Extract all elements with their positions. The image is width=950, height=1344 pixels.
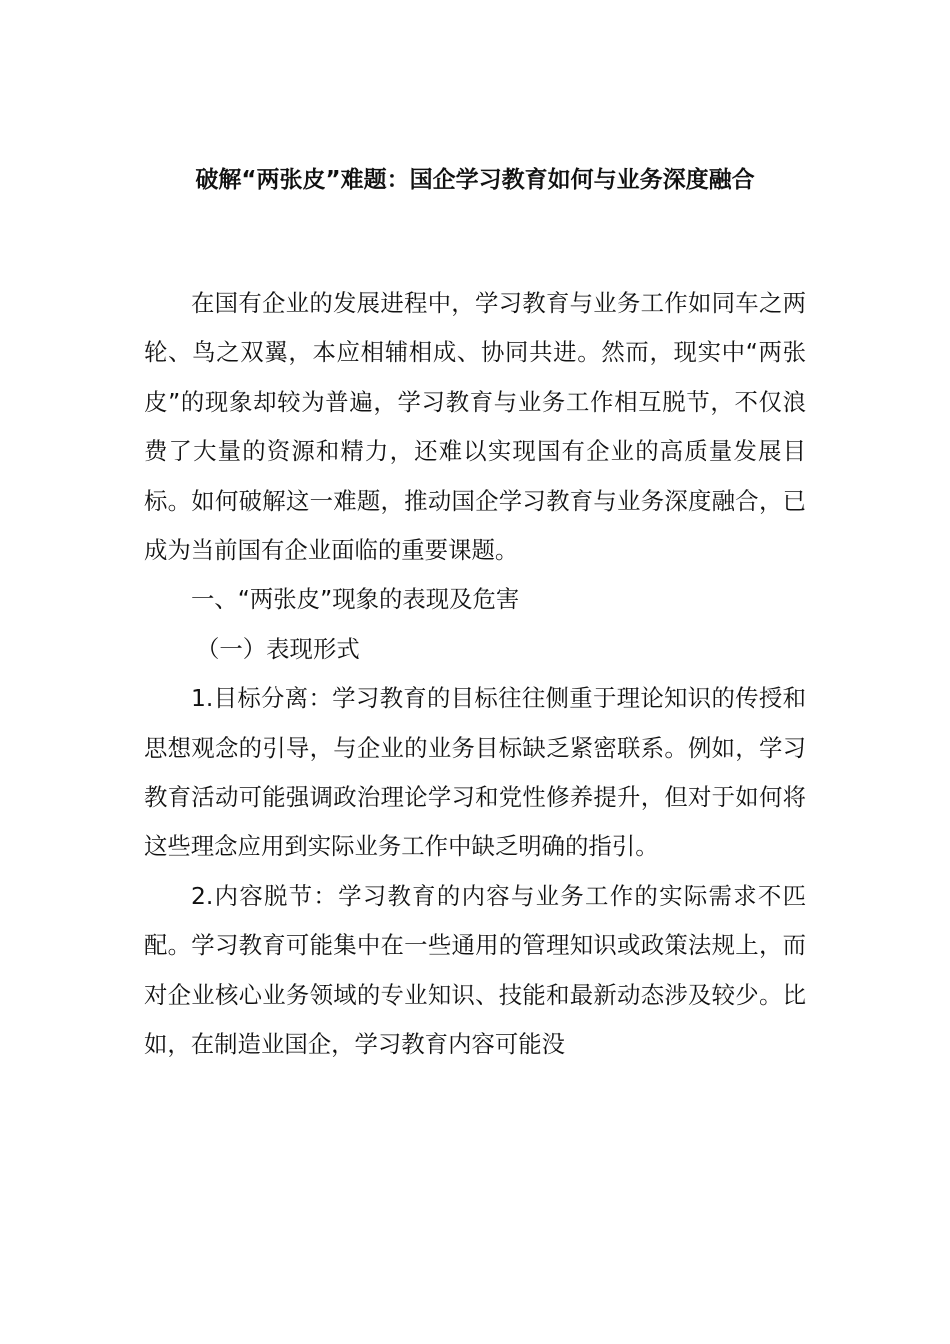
point-paragraph-1: 1.目标分离：学习教育的目标往往侧重于理论知识的传授和思想观念的引导，与企业的业务目标缺乏紧密联系。例如，学习教育活动可能强调政治理论学习和党性修养提升，但对于如何将这些理念应用到实际业务工作中缺乏明确的指引。 — [144, 684, 806, 861]
section-heading-1: 一、“两张皮”现象的表现及危害 — [191, 585, 520, 614]
intro-paragraph: 在国有企业的发展进程中，学习教育与业务工作如同车之两轮、鸟之双翼，本应相辅相成、协同共进。然而，现实中“两张皮”的现象却较为普遍，学习教育与业务工作相互脱节，不仅浪费了大量的资源和精力，还难以实现国有企业的高质量发展目标。如何破解这一难题，推动国企学习教育与业务深度融合，已成为当前国有企业面临的重要课题。 — [144, 289, 806, 565]
subsection-heading-1: （一）表现形式 — [196, 634, 360, 663]
document-title: 破解“两张皮”难题：国企学习教育如何与业务深度融合 — [195, 167, 755, 193]
document-body — [144, 279, 806, 1070]
point-paragraph-2: 2.内容脱节：学习教育的内容与业务工作的实际需求不匹配。学习教育可能集中在一些通用的管理知识或政策法规上，而对企业核心业务领域的专业知识、技能和最新动态涉及较少。比如，在制造业国企，学习教育内容可能没 — [144, 881, 806, 1059]
